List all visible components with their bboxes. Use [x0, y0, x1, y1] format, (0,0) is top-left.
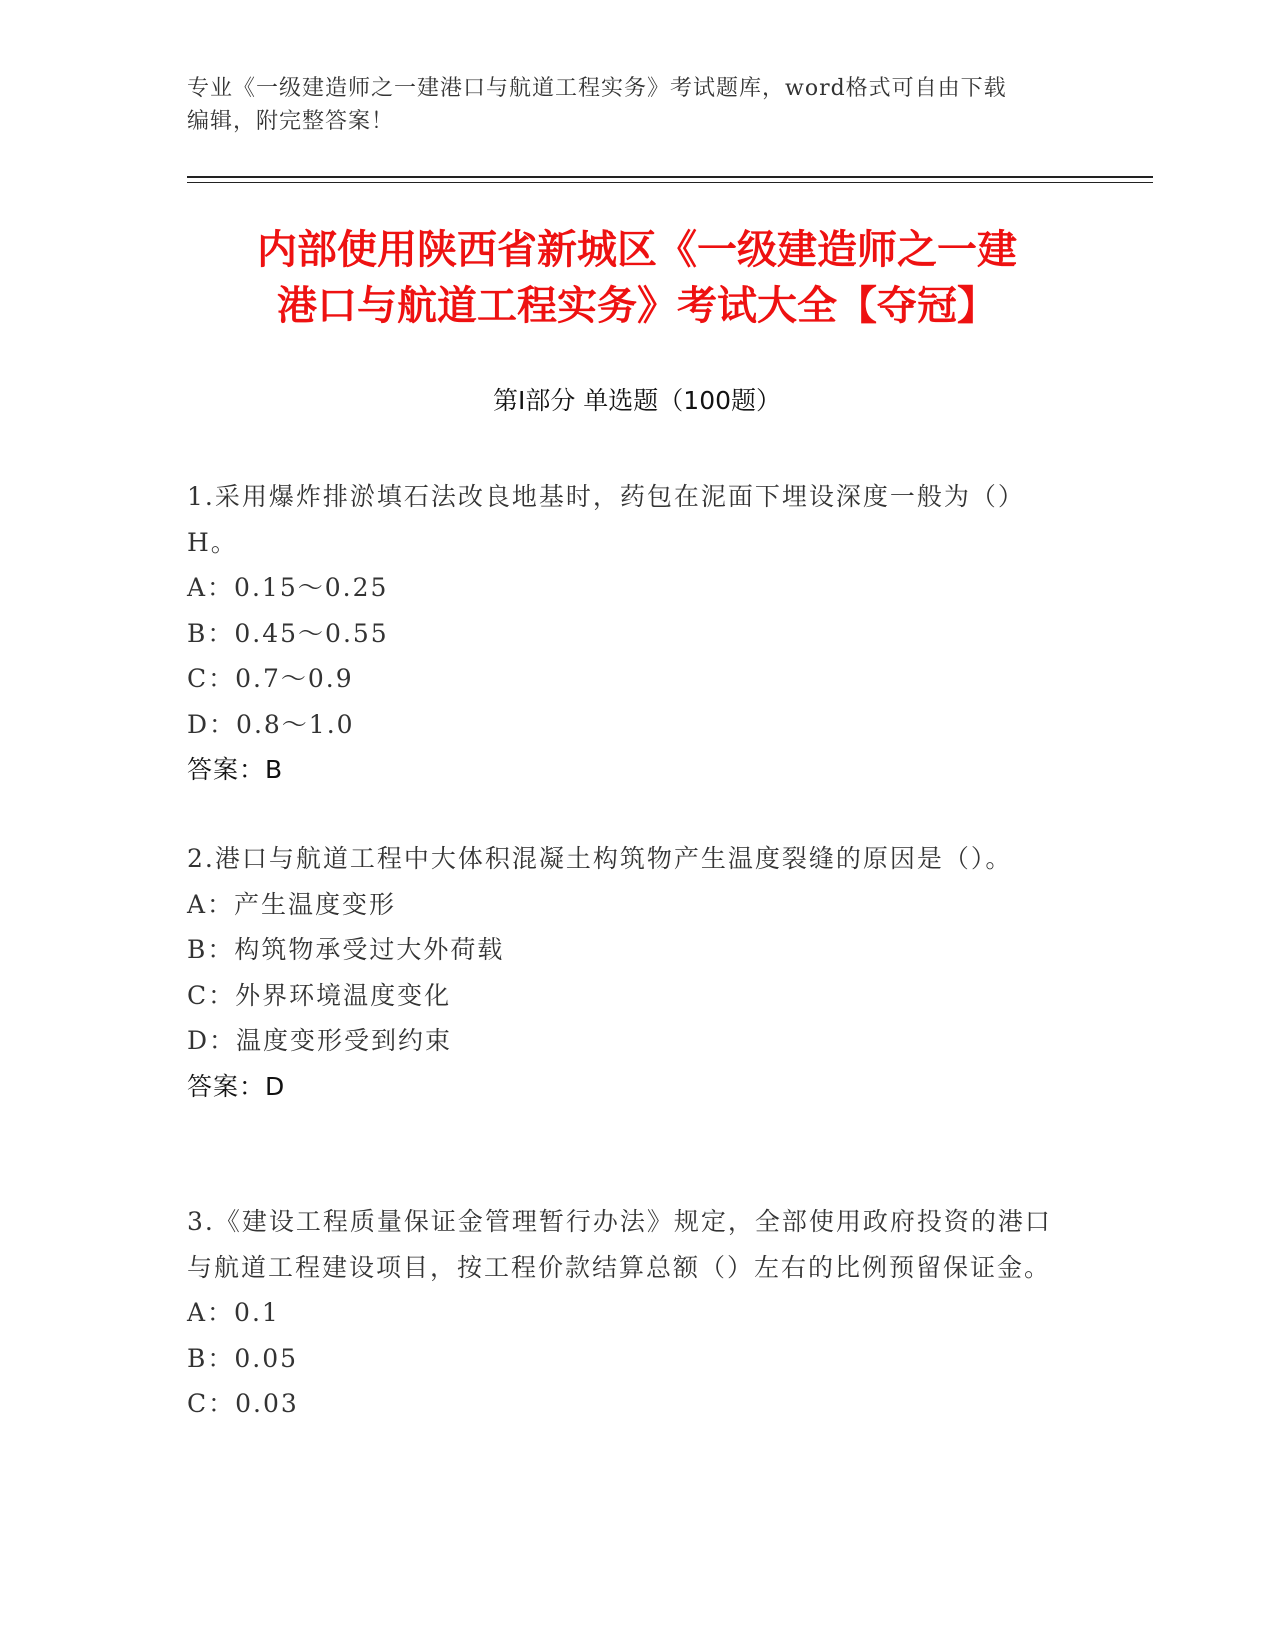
question-stem: 2.港口与航道工程中大体积混凝土构筑物产生温度裂缝的原因是（）。 — [187, 844, 1013, 873]
header-line-2: 编辑，附完整答案！ — [187, 109, 395, 134]
section-heading: 第Ⅰ部分 单选题（100题） — [492, 386, 782, 415]
option-c: C：0.7～0.9 — [187, 664, 354, 693]
question-stem: 3.《建设工程质量保证金管理暂行办法》规定，全部使用政府投资的港口与航道工程建设项目，按工程价款结算总额（）左右的比例预留保证金。 — [187, 1207, 1052, 1282]
title-line-1: 内部使用陕西省新城区《一级建造师之一建 — [257, 227, 1017, 273]
option-a: A：产生温度变形 — [187, 889, 397, 919]
question-2 — [187, 836, 1057, 1109]
option-c: C：外界环境温度变化 — [187, 980, 452, 1010]
document-title — [187, 222, 1087, 334]
title-line-2: 港口与航道工程实务》考试大全【夺冠】 — [277, 283, 997, 329]
question-stem: 1.采用爆炸排淤填石法改良地基时，药包在泥面下埋设深度一般为（）H。 — [187, 482, 1025, 557]
option-c: C：0.03 — [187, 1389, 299, 1418]
option-b: B：0.45～0.55 — [187, 618, 389, 648]
answer: 答案：D — [187, 1071, 286, 1101]
header-divider-thin — [187, 182, 1153, 183]
option-d: D：0.8～1.0 — [187, 709, 355, 739]
header-divider-thick — [187, 176, 1153, 178]
question-1 — [187, 474, 1057, 793]
option-d: D：温度变形受到约束 — [187, 1026, 453, 1055]
answer: 答案：B — [187, 755, 284, 784]
option-a: A：0.15～0.25 — [187, 573, 389, 602]
header-line-1: 专业《一级建造师之一建港口与航道工程实务》考试题库，word格式可自由下载 — [187, 76, 1007, 101]
option-a: A：0.1 — [187, 1298, 280, 1327]
document-header — [187, 72, 1067, 138]
option-b: B：0.05 — [187, 1343, 299, 1373]
question-3 — [187, 1199, 1057, 1427]
option-b: B：构筑物承受过大外荷载 — [187, 935, 505, 964]
